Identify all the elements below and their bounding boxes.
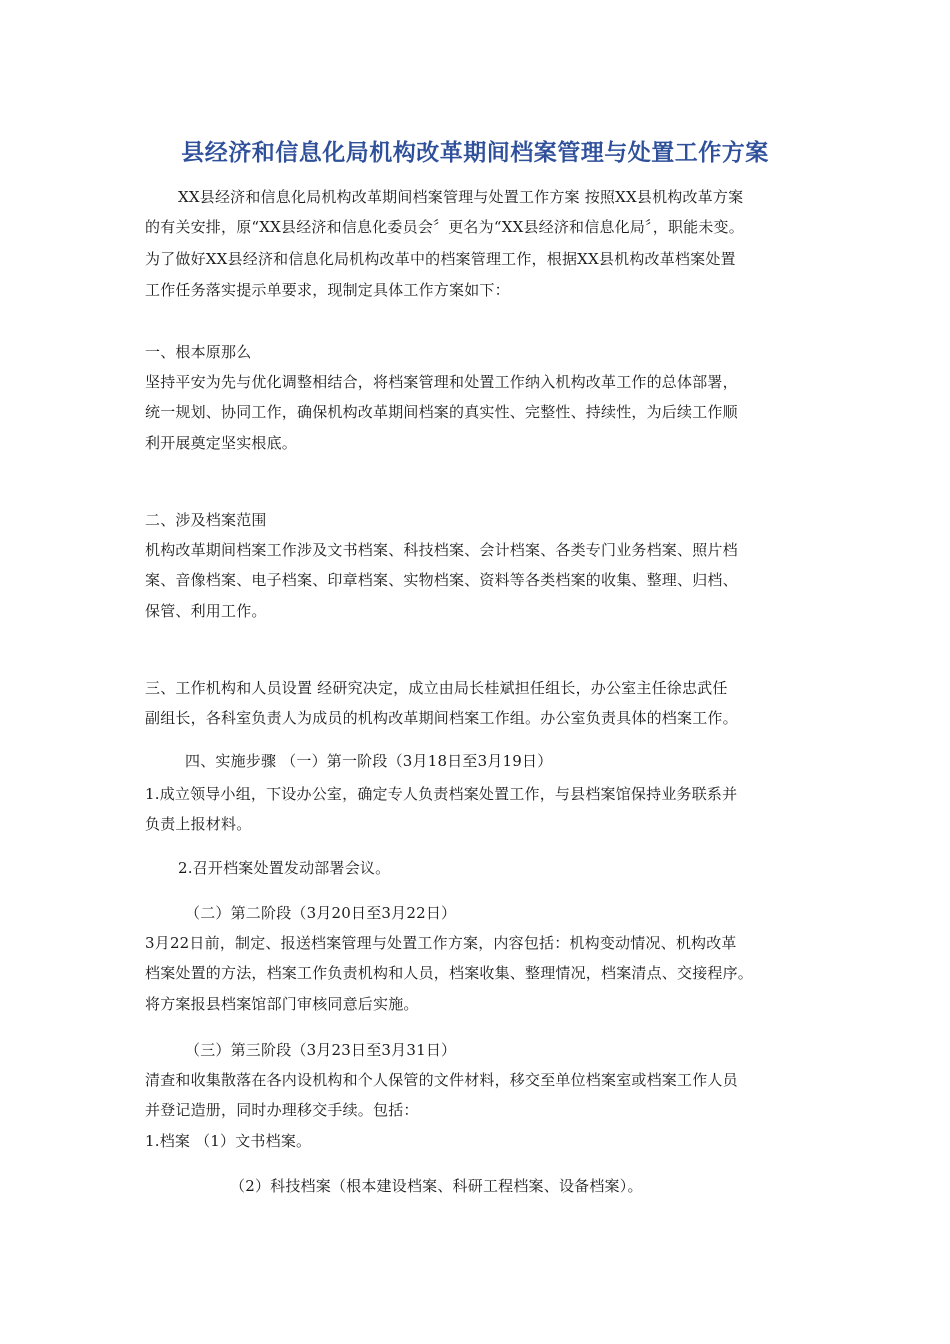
stage-heading: （三）第三阶段（3月23日至3月31日） bbox=[185, 1041, 457, 1059]
paragraph-line: 档案处置的方法，档案工作负责机构和人员，档案收集、整理情况，档案清点、交接程序。 bbox=[145, 964, 754, 982]
paragraph-line: 统一规划、协同工作，确保机构改革期间档案的真实性、完整性、持续性，为后续工作顺 bbox=[145, 403, 738, 421]
paragraph-line: 3月22日前，制定、报送档案管理与处置工作方案，内容包括：机构变动情况、机构改革 bbox=[145, 934, 737, 952]
paragraph-line: 利开展奠定坚实根底。 bbox=[145, 434, 298, 452]
paragraph-line: 清查和收集散落在各内设机构和个人保管的文件材料，移交至单位档案室或档案工作人员 bbox=[145, 1071, 738, 1089]
paragraph-line: 机构改革期间档案工作涉及文书档案、科技档案、会计档案、各类专门业务档案、照片档 bbox=[145, 541, 738, 559]
intro-line: XX县经济和信息化局机构改革期间档案管理与处置工作方案 按照XX县机构改革方案 bbox=[178, 188, 744, 206]
paragraph-line: 坚持平安为先与优化调整相结合，将档案管理和处置工作纳入机构改革工作的总体部署， bbox=[145, 373, 738, 391]
paragraph-line: （2）科技档案（根本建设档案、科研工程档案、设备档案）。 bbox=[230, 1177, 643, 1195]
paragraph-line: 2.召开档案处置发动部署会议。 bbox=[178, 859, 391, 877]
paragraph-line: 案、音像档案、电子档案、印章档案、实物档案、资料等各类档案的收集、整理、归档、 bbox=[145, 571, 738, 589]
page-title: 县经济和信息化局机构改革期间档案管理与处置工作方案 bbox=[181, 140, 769, 166]
paragraph-line: 负责上报材料。 bbox=[145, 815, 252, 833]
paragraph-line: 保管、利用工作。 bbox=[145, 602, 267, 620]
intro-line: 为了做好XX县经济和信息化局机构改革中的档案管理工作，根据XX县机构改革档案处置 bbox=[145, 250, 736, 268]
stage-heading: （二）第二阶段（3月20日至3月22日） bbox=[185, 904, 457, 922]
section-heading: 四、实施步骤 （一）第一阶段（3月18日至3月19日） bbox=[185, 752, 553, 770]
section-heading: 一、根本原那么 bbox=[145, 343, 252, 361]
paragraph-line: 1.档案 （1）文书档案。 bbox=[145, 1132, 312, 1150]
intro-line: 工作任务落实提示单要求，现制定具体工作方案如下： bbox=[145, 281, 510, 299]
paragraph-line: 并登记造册，同时办理移交手续。包括： bbox=[145, 1101, 419, 1119]
paragraph-line: 副组长，各科室负责人为成员的机构改革期间档案工作组。办公室负责具体的档案工作。 bbox=[145, 709, 738, 727]
intro-line: 的有关安排，原“XX县经济和信息化委员会〞更名为“XX县经济和信息化局〞，职能未变。 bbox=[145, 218, 744, 236]
paragraph-line: 三、工作机构和人员设置 经研究决定，成立由局长桂斌担任组长，办公室主任徐忠武任 bbox=[145, 679, 728, 697]
paragraph-line: 1.成立领导小组，下设办公室，确定专人负责档案处置工作，与县档案馆保持业务联系并 bbox=[145, 785, 738, 803]
section-heading: 二、涉及档案范围 bbox=[145, 511, 267, 529]
paragraph-line: 将方案报县档案馆部门审核同意后实施。 bbox=[145, 995, 419, 1013]
